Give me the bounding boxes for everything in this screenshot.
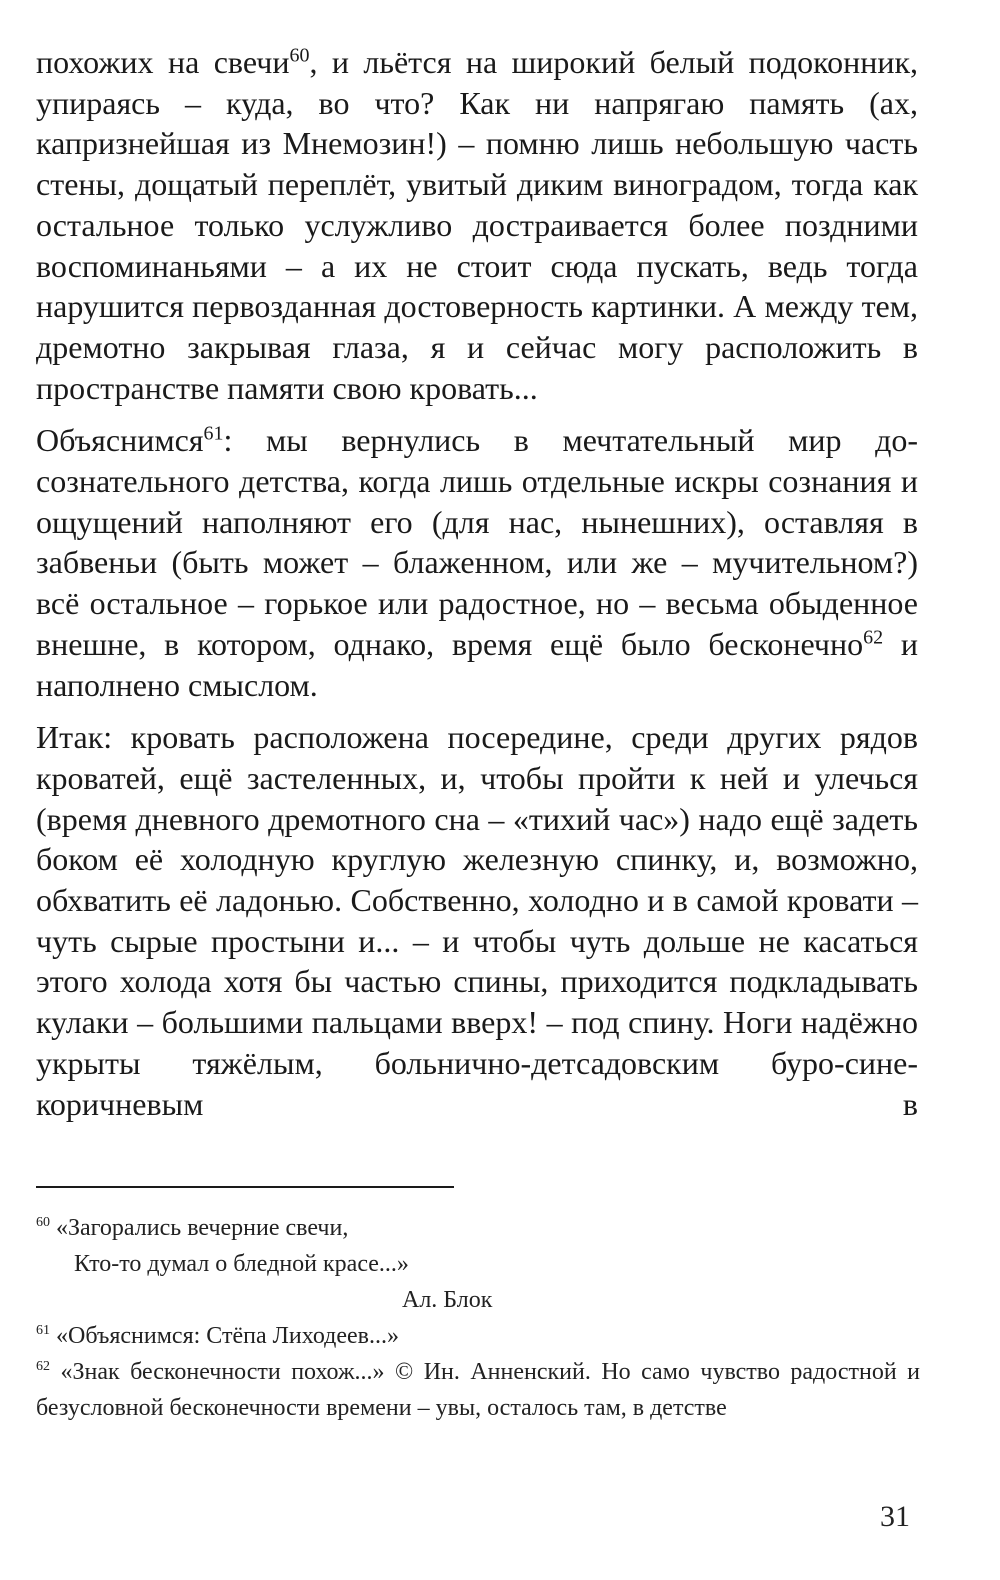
page-number: 31 [880,1500,910,1533]
footnote-61 [36,1318,920,1354]
footnote-ref-62[interactable]: 62 [863,626,884,649]
footnote-ref-61[interactable]: 61 [203,422,224,445]
footnote-ref-60[interactable]: 60 [289,44,310,67]
footnote-60 [36,1210,920,1318]
footnotes [36,1210,920,1426]
paragraph-2 [36,420,918,705]
footnote-62 [36,1354,920,1426]
footnote-number-61: 61 [36,1323,50,1338]
footnote-divider [36,1186,454,1188]
footnote-62-text: «Знак бесконечности похож...» © Ин. Анненский. Но само чувство радостной и безусловной бесконечности времени – увы, осталось там, в детстве [36,1359,921,1421]
paragraph-3: Итак: кровать расположена посередине, среди других рядов кроватей, ещё застеленных, и, чтобы пройти к ней и улечься (время дневного дремотного сна – «тихий час») надо ещё задеть боком её холодную круглую железную спинку, и, возможно, обхватить её ладонью. Собственно, холодно и в самой кровати – чуть сырые простыни и... – и чтобы чуть дольше не касаться этого холода хотя бы частью спины, приходится подкладывать кулаки – большими пальцами вверх! – под спину. Ноги надёжно укрыты тяжёлым, больнично-детсадовским буро-сине-коричневым в [36,719,918,1122]
footnote-60-line-1: «Загорались вечерние свечи, [56,1215,349,1241]
paragraph-2-middle: : мы вернулись в мечтательный мир до-сознательного детства, когда лишь отдельные искры сознания и ощущений наполняют его (для нас, нынешних), оставляя в забвеньи (быть может – блаженном, или же – мучительном?) всё остальное – горькое или радостное, но – весьма обыденное внешне, в котором, однако, время ещё было бесконечно [36,422,918,662]
paragraph-1-rest: , и льётся на широкий белый подоконник, упираясь – куда, во что? Как ни напрягаю память (ах, капризнейшая из Мнемозин!) – помню лишь небольшую часть стены, дощатый переплёт, увитый диким виноградом, тогда как остальное только услужливо достраивается более поздними воспоминаньями – а их не стоит сюда пускать, ведь тогда нарушится первозданная достоверность картинки. А между тем, дремотно закрывая глаза, я и сейчас могу расположить в пространстве памяти свою кровать... [36,44,918,406]
footnote-60-attribution: Ал. Блок [402,1287,493,1313]
paragraph-2-start: Объяснимся [36,422,204,459]
paragraph-1 [36,42,918,408]
footnote-60-line-2: Кто-то думал о бледной красе...» [74,1251,409,1277]
main-text [36,42,918,1136]
footnote-number-62: 62 [36,1359,50,1374]
footnote-61-text: «Объяснимся: Стёпа Лиходеев...» [56,1323,399,1349]
paragraph-2-rest: и наполнено смыслом. [36,625,919,703]
footnote-number-60: 60 [36,1215,50,1230]
paragraph-1-start: похожих на свечи [36,44,290,80]
